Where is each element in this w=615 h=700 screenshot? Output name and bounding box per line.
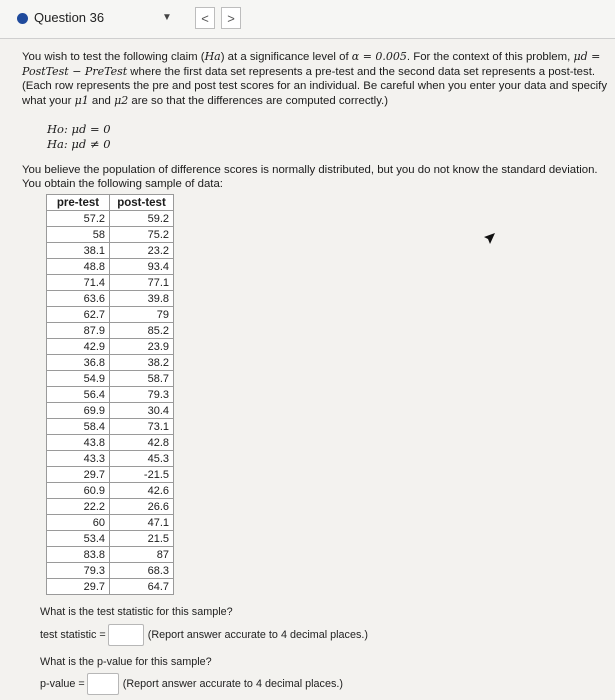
table-row xyxy=(47,419,174,435)
question-header xyxy=(0,0,615,39)
pretest-cell: 22.2 xyxy=(47,499,110,515)
mouse-cursor-icon xyxy=(483,232,496,245)
test-statistic-label: test statistic = xyxy=(40,628,106,641)
table-row xyxy=(47,563,174,579)
p-value-note: (Report answer accurate to 4 decimal places.) xyxy=(122,677,343,690)
p-value-input[interactable] xyxy=(87,673,119,695)
pretest-cell: 29.7 xyxy=(47,467,110,483)
table-row xyxy=(47,387,174,403)
belief-statement: You believe the population of difference scores is normally distributed, but you do not know the standard deviation. You obtain the following sample of data: xyxy=(22,164,598,190)
posttest-cell: 26.6 xyxy=(110,499,174,515)
pretest-cell: 43.8 xyxy=(47,435,110,451)
posttest-cell: 73.1 xyxy=(110,419,174,435)
table-row xyxy=(47,275,174,291)
pretest-cell: 57.2 xyxy=(47,211,110,227)
table-row xyxy=(47,467,174,483)
test-statistic-note: (Report answer accurate to 4 decimal places.) xyxy=(147,628,368,641)
table-row xyxy=(47,371,174,387)
table-row xyxy=(47,515,174,531)
posttest-cell: 47.1 xyxy=(110,515,174,531)
pretest-cell: 43.3 xyxy=(47,451,110,467)
test-statistic-input[interactable] xyxy=(108,624,144,646)
problem-statement: You wish to test the following claim (Ha) at a significance level of α = 0.005. For the context of this problem, μd = PostTest − PreTest where the first data set represents a pre-test and the second data set represents a post-test. (Each row represents the pre and post test scores for an individual. Be careful when you enter your data and specify what your μ1 and μ2 are so that the differences are computed correctly.) xyxy=(22,50,608,107)
pretest-cell: 48.8 xyxy=(47,259,110,275)
alternative-hypothesis: Ha: μd ≠ 0 xyxy=(47,137,111,151)
posttest-cell: 23.2 xyxy=(110,243,174,259)
posttest-cell: 77.1 xyxy=(110,275,174,291)
table-row xyxy=(47,499,174,515)
posttest-cell: 79.3 xyxy=(110,387,174,403)
pretest-cell: 29.7 xyxy=(47,579,110,595)
posttest-cell: 42.6 xyxy=(110,483,174,499)
table-row xyxy=(47,339,174,355)
posttest-cell: 87 xyxy=(110,547,174,563)
table-row xyxy=(47,435,174,451)
test-statistic-question: What is the test statistic for this sample? xyxy=(40,606,233,618)
posttest-cell: 64.7 xyxy=(110,579,174,595)
posttest-cell: 68.3 xyxy=(110,563,174,579)
table-row xyxy=(47,291,174,307)
null-hypothesis: Ho: μd = 0 xyxy=(47,122,111,136)
table-row xyxy=(47,211,174,227)
question-title[interactable]: Question 36 xyxy=(34,10,105,25)
posttest-cell: 59.2 xyxy=(110,211,174,227)
table-row xyxy=(47,451,174,467)
pretest-cell: 87.9 xyxy=(47,323,110,339)
posttest-cell: 79 xyxy=(110,307,174,323)
pretest-cell: 38.1 xyxy=(47,243,110,259)
posttest-cell: -21.5 xyxy=(110,467,174,483)
p-value-row xyxy=(40,673,343,695)
table-row xyxy=(47,323,174,339)
data-table xyxy=(46,194,174,595)
posttest-cell: 30.4 xyxy=(110,403,174,419)
posttest-cell: 39.8 xyxy=(110,291,174,307)
pretest-cell: 62.7 xyxy=(47,307,110,323)
p-value-label: p-value = xyxy=(40,677,85,690)
table-row xyxy=(47,355,174,371)
pretest-cell: 60.9 xyxy=(47,483,110,499)
table-row xyxy=(47,403,174,419)
data-table-body xyxy=(47,211,174,595)
posttest-cell: 58.7 xyxy=(110,371,174,387)
previous-question-button[interactable]: < xyxy=(195,7,215,29)
posttest-cell: 42.8 xyxy=(110,435,174,451)
pretest-cell: 42.9 xyxy=(47,339,110,355)
posttest-cell: 23.9 xyxy=(110,339,174,355)
pretest-cell: 79.3 xyxy=(47,563,110,579)
table-row xyxy=(47,531,174,547)
table-row xyxy=(47,227,174,243)
pretest-cell: 60 xyxy=(47,515,110,531)
column-header-pretest: pre-test xyxy=(47,195,110,211)
pretest-cell: 63.6 xyxy=(47,291,110,307)
p-value-question: What is the p-value for this sample? xyxy=(40,656,212,668)
table-row xyxy=(47,579,174,595)
table-row xyxy=(47,547,174,563)
pretest-cell: 71.4 xyxy=(47,275,110,291)
table-row xyxy=(47,307,174,323)
posttest-cell: 85.2 xyxy=(110,323,174,339)
posttest-cell: 21.5 xyxy=(110,531,174,547)
pretest-cell: 56.4 xyxy=(47,387,110,403)
table-row xyxy=(47,483,174,499)
next-question-button[interactable]: > xyxy=(221,7,241,29)
dropdown-caret-icon[interactable]: ▼ xyxy=(162,12,172,23)
pretest-cell: 58 xyxy=(47,227,110,243)
pretest-cell: 36.8 xyxy=(47,355,110,371)
table-row xyxy=(47,259,174,275)
pretest-cell: 58.4 xyxy=(47,419,110,435)
posttest-cell: 75.2 xyxy=(110,227,174,243)
pretest-cell: 54.9 xyxy=(47,371,110,387)
pretest-cell: 53.4 xyxy=(47,531,110,547)
status-dot-icon xyxy=(17,13,28,24)
posttest-cell: 45.3 xyxy=(110,451,174,467)
column-header-posttest: post-test xyxy=(110,195,174,211)
posttest-cell: 38.2 xyxy=(110,355,174,371)
posttest-cell: 93.4 xyxy=(110,259,174,275)
pretest-cell: 83.8 xyxy=(47,547,110,563)
table-row xyxy=(47,243,174,259)
pretest-cell: 69.9 xyxy=(47,403,110,419)
test-statistic-row xyxy=(40,624,368,646)
